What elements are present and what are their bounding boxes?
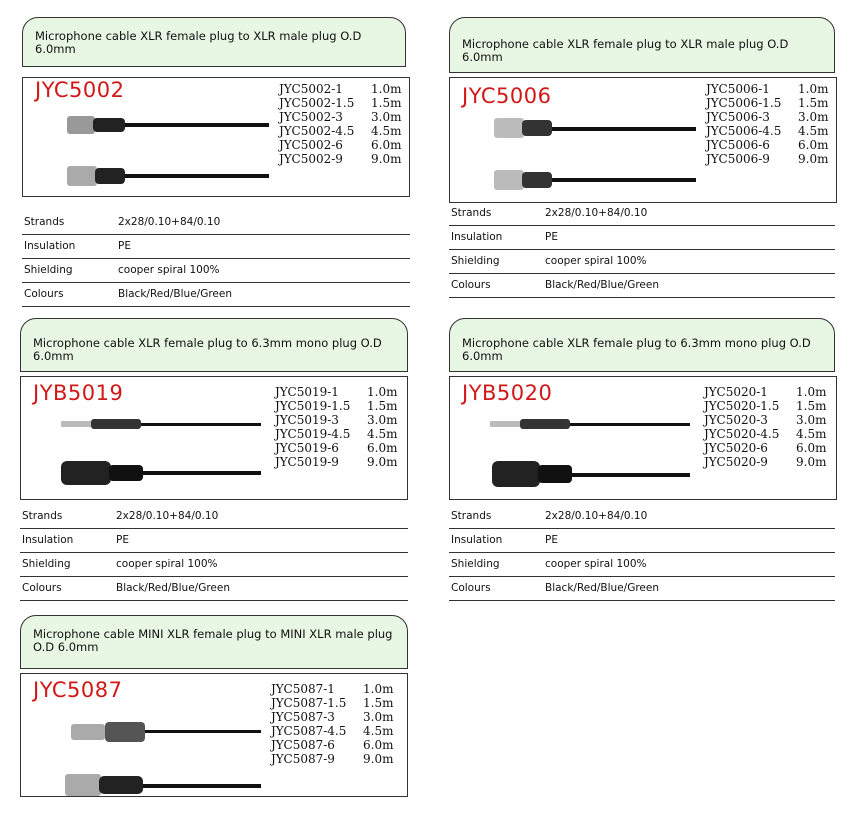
length-code: JYC5020-6 bbox=[704, 441, 768, 455]
card-title: Microphone cable XLR female plug to XLR male plug O.D 6.0mm bbox=[22, 17, 406, 67]
spec-row bbox=[20, 505, 408, 529]
length-row bbox=[271, 696, 393, 710]
length-row bbox=[706, 138, 828, 152]
spec-key: Strands bbox=[451, 510, 492, 522]
spec-key: Shielding bbox=[24, 264, 73, 276]
length-row bbox=[275, 427, 397, 441]
spec-row bbox=[20, 529, 408, 553]
card-body bbox=[449, 77, 837, 203]
length-value: 1.5m bbox=[367, 399, 398, 413]
length-code: JYC5020-9 bbox=[704, 455, 768, 469]
spec-row bbox=[449, 553, 835, 577]
length-value: 1.5m bbox=[371, 96, 402, 110]
length-code: JYC5006-9 bbox=[706, 152, 770, 166]
spec-value: cooper spiral 100% bbox=[545, 255, 647, 267]
spec-value: 2x28/0.10+84/0.10 bbox=[545, 207, 648, 219]
model-number: JYB5019 bbox=[33, 381, 124, 405]
card-body bbox=[22, 77, 410, 197]
length-code: JYC5087-9 bbox=[271, 752, 335, 766]
length-code: JYC5087-3 bbox=[271, 710, 335, 724]
spec-key: Colours bbox=[24, 288, 64, 300]
length-value: 1.5m bbox=[363, 696, 394, 710]
spec-key: Strands bbox=[22, 510, 63, 522]
length-code: JYC5087-6 bbox=[271, 738, 335, 752]
card-body bbox=[20, 673, 408, 797]
model-number: JYC5006 bbox=[462, 84, 552, 108]
spec-key: Shielding bbox=[451, 558, 500, 570]
length-code: JYC5019-3 bbox=[275, 413, 339, 427]
card-title: Microphone cable MINI XLR female plug to MINI XLR male plug O.D 6.0mm bbox=[20, 615, 408, 669]
length-value: 1.0m bbox=[367, 385, 398, 399]
spec-row bbox=[22, 211, 410, 235]
length-value: 4.5m bbox=[367, 427, 398, 441]
spec-row bbox=[449, 202, 835, 226]
length-code: JYC5020-3 bbox=[704, 413, 768, 427]
spec-row bbox=[449, 577, 835, 601]
length-value: 9.0m bbox=[363, 752, 394, 766]
spec-key: Insulation bbox=[451, 534, 503, 546]
length-value: 6.0m bbox=[798, 138, 829, 152]
card-body bbox=[20, 376, 408, 500]
product-card-jyc5087 bbox=[20, 615, 408, 799]
product-card-jyb5019 bbox=[20, 318, 408, 600]
length-code: JYC5006-3 bbox=[706, 110, 770, 124]
spec-value: PE bbox=[545, 231, 558, 243]
length-row bbox=[275, 455, 397, 469]
length-row bbox=[706, 110, 828, 124]
length-value: 4.5m bbox=[371, 124, 402, 138]
length-value: 4.5m bbox=[363, 724, 394, 738]
length-list bbox=[706, 82, 828, 166]
length-code: JYC5002-1.5 bbox=[279, 96, 355, 110]
spec-row bbox=[449, 505, 835, 529]
length-value: 3.0m bbox=[367, 413, 398, 427]
length-row bbox=[279, 82, 401, 96]
spec-key: Insulation bbox=[24, 240, 76, 252]
spec-row bbox=[449, 274, 835, 298]
mini-xlr-cable-image bbox=[51, 708, 271, 798]
jack-cable-image bbox=[51, 407, 271, 497]
length-code: JYC5087-4.5 bbox=[271, 724, 347, 738]
length-value: 4.5m bbox=[798, 124, 829, 138]
spec-key: Strands bbox=[451, 207, 492, 219]
spec-key: Shielding bbox=[22, 558, 71, 570]
spec-table bbox=[449, 202, 835, 298]
spec-key: Colours bbox=[451, 582, 491, 594]
spec-row bbox=[449, 226, 835, 250]
spec-value: 2x28/0.10+84/0.10 bbox=[116, 510, 219, 522]
spec-row bbox=[22, 283, 410, 307]
spec-value: Black/Red/Blue/Green bbox=[118, 288, 233, 300]
spec-key: Insulation bbox=[451, 231, 503, 243]
length-row bbox=[279, 124, 401, 138]
spec-key: Insulation bbox=[22, 534, 74, 546]
length-value: 1.0m bbox=[363, 682, 394, 696]
spec-table bbox=[449, 505, 835, 601]
card-title: Microphone cable XLR female plug to 6.3mm mono plug O.D 6.0mm bbox=[449, 318, 835, 372]
length-value: 6.0m bbox=[363, 738, 394, 752]
spec-key: Shielding bbox=[451, 255, 500, 267]
length-row bbox=[271, 752, 393, 766]
product-card-jyc5006 bbox=[449, 17, 837, 297]
length-code: JYC5087-1.5 bbox=[271, 696, 347, 710]
length-code: JYC5002-3 bbox=[279, 110, 343, 124]
length-value: 9.0m bbox=[796, 455, 827, 469]
spec-row bbox=[22, 259, 410, 283]
length-row bbox=[279, 138, 401, 152]
jack-cable-image bbox=[480, 407, 700, 497]
length-value: 3.0m bbox=[363, 710, 394, 724]
length-code: JYC5002-6 bbox=[279, 138, 343, 152]
spec-table bbox=[22, 211, 410, 307]
spec-value: PE bbox=[545, 534, 558, 546]
xlr-cable-image bbox=[480, 108, 700, 198]
length-value: 3.0m bbox=[371, 110, 402, 124]
length-row bbox=[704, 385, 826, 399]
length-row bbox=[275, 441, 397, 455]
length-code: JYC5019-1.5 bbox=[275, 399, 351, 413]
length-code: JYC5006-1 bbox=[706, 82, 770, 96]
length-value: 9.0m bbox=[367, 455, 398, 469]
length-code: JYC5020-1 bbox=[704, 385, 768, 399]
length-value: 9.0m bbox=[371, 152, 402, 166]
spec-row bbox=[449, 529, 835, 553]
length-list bbox=[275, 385, 397, 469]
length-code: JYC5020-4.5 bbox=[704, 427, 780, 441]
spec-value: PE bbox=[118, 240, 131, 252]
spec-key: Colours bbox=[451, 279, 491, 291]
model-number: JYC5002 bbox=[35, 78, 125, 102]
spec-key: Colours bbox=[22, 582, 62, 594]
length-row bbox=[706, 96, 828, 110]
length-code: JYC5006-4.5 bbox=[706, 124, 782, 138]
length-row bbox=[279, 152, 401, 166]
length-value: 1.0m bbox=[371, 82, 402, 96]
product-card-jyc5002 bbox=[22, 17, 410, 299]
length-value: 1.0m bbox=[798, 82, 829, 96]
spec-key: Strands bbox=[24, 216, 65, 228]
length-value: 1.5m bbox=[796, 399, 827, 413]
length-code: JYC5019-9 bbox=[275, 455, 339, 469]
length-code: JYC5019-4.5 bbox=[275, 427, 351, 441]
xlr-cable-image bbox=[53, 106, 273, 196]
length-row bbox=[271, 682, 393, 696]
spec-value: cooper spiral 100% bbox=[545, 558, 647, 570]
length-row bbox=[271, 710, 393, 724]
spec-row bbox=[20, 553, 408, 577]
spec-value: 2x28/0.10+84/0.10 bbox=[118, 216, 221, 228]
length-list bbox=[279, 82, 401, 166]
spec-row bbox=[22, 235, 410, 259]
length-row bbox=[279, 96, 401, 110]
product-card-jyb5020 bbox=[449, 318, 837, 600]
length-row bbox=[704, 427, 826, 441]
spec-value: Black/Red/Blue/Green bbox=[545, 582, 660, 594]
length-value: 4.5m bbox=[796, 427, 827, 441]
spec-value: cooper spiral 100% bbox=[118, 264, 220, 276]
card-title: Microphone cable XLR female plug to XLR male plug O.D 6.0mm bbox=[449, 17, 835, 73]
length-code: JYC5006-6 bbox=[706, 138, 770, 152]
length-list bbox=[271, 682, 393, 766]
length-code: JYC5019-6 bbox=[275, 441, 339, 455]
length-row bbox=[275, 413, 397, 427]
spec-value: Black/Red/Blue/Green bbox=[116, 582, 231, 594]
length-code: JYC5002-9 bbox=[279, 152, 343, 166]
length-code: JYC5006-1.5 bbox=[706, 96, 782, 110]
length-code: JYC5087-1 bbox=[271, 682, 335, 696]
length-value: 9.0m bbox=[798, 152, 829, 166]
length-row bbox=[279, 110, 401, 124]
length-value: 1.5m bbox=[798, 96, 829, 110]
length-row bbox=[706, 152, 828, 166]
length-value: 3.0m bbox=[796, 413, 827, 427]
model-number: JYB5020 bbox=[462, 381, 553, 405]
length-value: 6.0m bbox=[796, 441, 827, 455]
length-value: 3.0m bbox=[798, 110, 829, 124]
length-list bbox=[704, 385, 826, 469]
length-row bbox=[275, 399, 397, 413]
length-code: JYC5002-1 bbox=[279, 82, 343, 96]
spec-row bbox=[20, 577, 408, 601]
spec-table bbox=[20, 505, 408, 601]
length-code: JYC5002-4.5 bbox=[279, 124, 355, 138]
card-title: Microphone cable XLR female plug to 6.3mm mono plug O.D 6.0mm bbox=[20, 318, 408, 372]
card-body bbox=[449, 376, 837, 500]
spec-row bbox=[449, 250, 835, 274]
length-code: JYC5020-1.5 bbox=[704, 399, 780, 413]
length-row bbox=[271, 738, 393, 752]
length-row bbox=[704, 399, 826, 413]
length-row bbox=[704, 455, 826, 469]
spec-value: cooper spiral 100% bbox=[116, 558, 218, 570]
length-row bbox=[706, 124, 828, 138]
length-row bbox=[706, 82, 828, 96]
length-value: 6.0m bbox=[367, 441, 398, 455]
spec-value: Black/Red/Blue/Green bbox=[545, 279, 660, 291]
length-row bbox=[271, 724, 393, 738]
length-row bbox=[704, 441, 826, 455]
spec-value: 2x28/0.10+84/0.10 bbox=[545, 510, 648, 522]
length-value: 1.0m bbox=[796, 385, 827, 399]
length-value: 6.0m bbox=[371, 138, 402, 152]
length-code: JYC5019-1 bbox=[275, 385, 339, 399]
length-row bbox=[275, 385, 397, 399]
spec-value: PE bbox=[116, 534, 129, 546]
length-row bbox=[704, 413, 826, 427]
model-number: JYC5087 bbox=[33, 678, 123, 702]
